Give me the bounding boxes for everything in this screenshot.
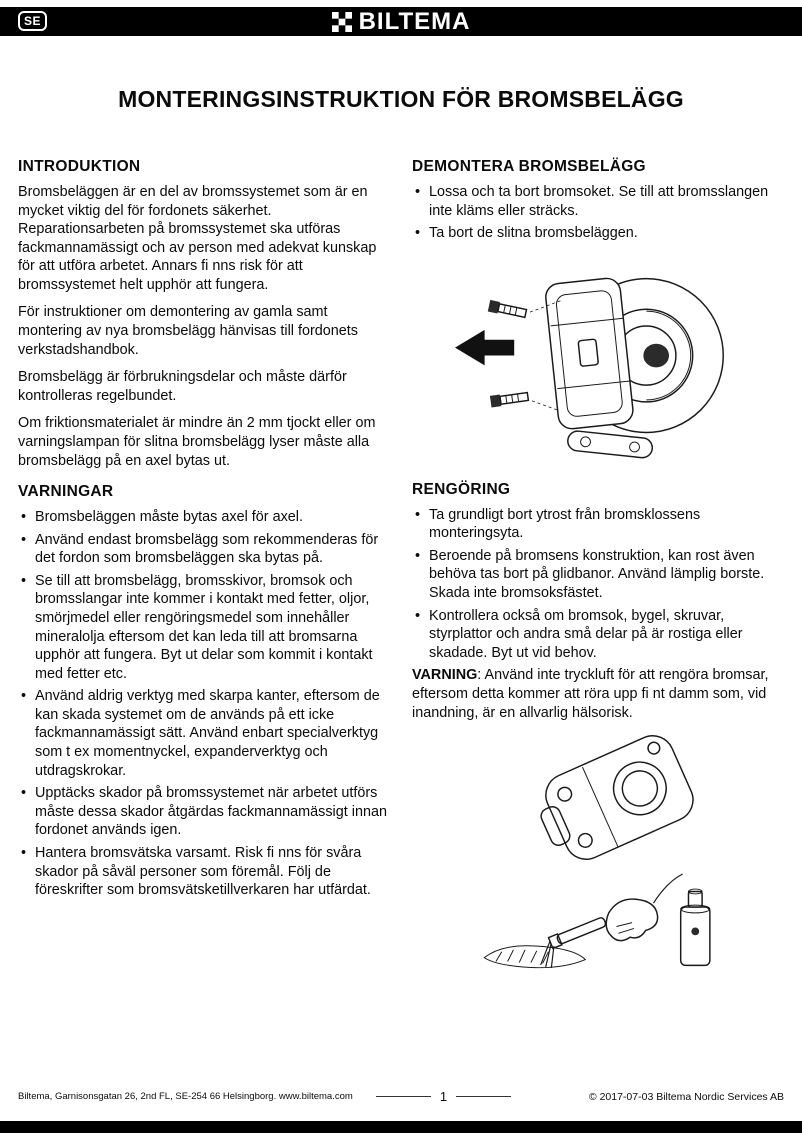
warning-list-item: • Se till att bromsbelägg, bromsskivor, bromsok och bromsslangar inte kommer i kontakt med fetter, oljor, smörjmedel eller rengöringsmedel som innehåller mineralolja eftersom det kan leda till att bromsarna upphör att fungera. Byt ut delar som kommit i kontakt med fetter etc. xyxy=(18,572,392,683)
page-title: MONTERINGSINSTRUKTION FÖR BROMSBELÄGG xyxy=(118,86,684,112)
compressed-air-warning xyxy=(412,666,786,722)
removal-list-item: • Lossa och ta bort bromsoket. Se till att bromsslangen inte kläms eller sträcks. xyxy=(412,183,786,220)
footer-address: Biltema, Garnisonsgatan 26, 2nd FL, SE-254 66 Helsingborg. www.biltema.com xyxy=(18,1091,353,1102)
warning-list-item: • Använd aldrig verktyg med skarpa kanter, eftersom de kan skada systemet om de används på ett icke fackmannamässigt sätt. Använd enbart specialverktyg som t ex momentnyckel, expanderverktyg och utdragskrokar. xyxy=(18,687,392,780)
brake-removal-illustration xyxy=(412,253,786,465)
removal-list-item: • Ta bort de slitna bromsbeläggen. xyxy=(412,224,786,243)
removal-section xyxy=(412,158,786,465)
warnings-heading: VARNINGAR xyxy=(18,483,114,501)
biltema-logo-text: BILTEMA xyxy=(358,7,471,35)
introduction-paragraph-2: För instruktioner om demontering av gamla samt montering av nya bromsbelägg hänvisas till fordonets verkstadshandbok. xyxy=(18,304,358,358)
introduction-paragraph-3: Bromsbelägg är förbrukningsdelar och måste därför kontrolleras regelbundet. xyxy=(18,369,347,404)
footer-rule-right xyxy=(456,1096,511,1097)
introduction-paragraph-1: Bromsbeläggen är en del av bromssystemet som är en mycket viktig del för fordonets säkerhet. Reparationsarbeten på bromssystemet ska utföras fackmannamässigt och av person med adekvat kunskap för att utföra arbetet. Annars fi nns risk för att bromssystemet helt upphör att fungera. xyxy=(18,184,377,293)
introduction-section xyxy=(18,158,392,470)
warnings-section xyxy=(18,483,392,900)
footer-rule-left xyxy=(376,1096,431,1097)
cleaning-section xyxy=(412,481,786,980)
footer-page-number-group xyxy=(328,1089,559,1104)
warning-list-item: • Upptäcks skador på bromssystemet när arbetet utförs måste dessa skador åtgärdas fackmannamässigt innan fordonet används igen. xyxy=(18,784,392,840)
introduction-heading: INTRODUKTION xyxy=(18,158,141,175)
left-column xyxy=(18,158,392,996)
cleaning-list xyxy=(412,506,786,663)
footer xyxy=(18,1089,784,1104)
footer-copyright: © 2017-07-03 Biltema Nordic Services AB xyxy=(588,1090,784,1103)
cleaning-heading: RENGÖRING xyxy=(412,480,511,498)
content-columns xyxy=(18,158,786,996)
warning-list-item: • Hantera bromsvätska varsamt. Risk fi nns för svåra skador på såväl personer som föremål. Följ de föreskrifter som bromsvätsketillverkaren har utfärdat. xyxy=(18,844,392,900)
cleaning-list-item: • Ta grundligt bort ytrost från bromsklossens monteringsyta. xyxy=(412,506,786,543)
warning-list-item: • Använd endast bromsbelägg som rekommenderas för det fordon som bromsbeläggen ska bytas på. xyxy=(18,531,392,568)
left-arrow-icon xyxy=(455,330,514,365)
right-column xyxy=(412,158,786,996)
warning-list-item: • Bromsbeläggen måste bytas axel för axel. xyxy=(18,508,392,527)
language-badge: SE xyxy=(18,11,47,31)
warning-label: VARNING xyxy=(412,667,478,684)
warnings-list xyxy=(18,508,392,900)
cleaning-list-item: • Kontrollera också om bromsok, bygel, skruvar, styrplattor och andra små delar på är rostiga eller skadade. Byt ut vid behov. xyxy=(412,607,786,663)
removal-heading: DEMONTERA BROMSBELÄGG xyxy=(412,158,646,175)
removal-list xyxy=(412,183,786,243)
cleaning-list-item: • Beroende på bromsens konstruktion, kan rost även behöva tas bort på glidbanor. Använd lämplig borste. Skada inte bromsoksfästet. xyxy=(412,547,786,603)
warning-text: : Använd inte tryckluft för att rengöra bromsar, eftersom detta kommer att röra upp fi nt damm som, vid inandning, är en allvarlig hälsorisk. xyxy=(412,667,769,721)
page-number: 1 xyxy=(439,1089,448,1104)
introduction-paragraph-4: Om friktionsmaterialet är mindre än 2 mm tjockt eller om varningslampan för slitna bromsbelägg lyser måste alla bromsbelägg på en axel bytas ut. xyxy=(18,415,376,469)
header-bar xyxy=(0,7,802,36)
footer-bar xyxy=(0,1121,802,1133)
biltema-logo xyxy=(0,7,802,36)
cleaning-illustration xyxy=(412,732,786,980)
biltema-logo-icon xyxy=(332,12,352,32)
